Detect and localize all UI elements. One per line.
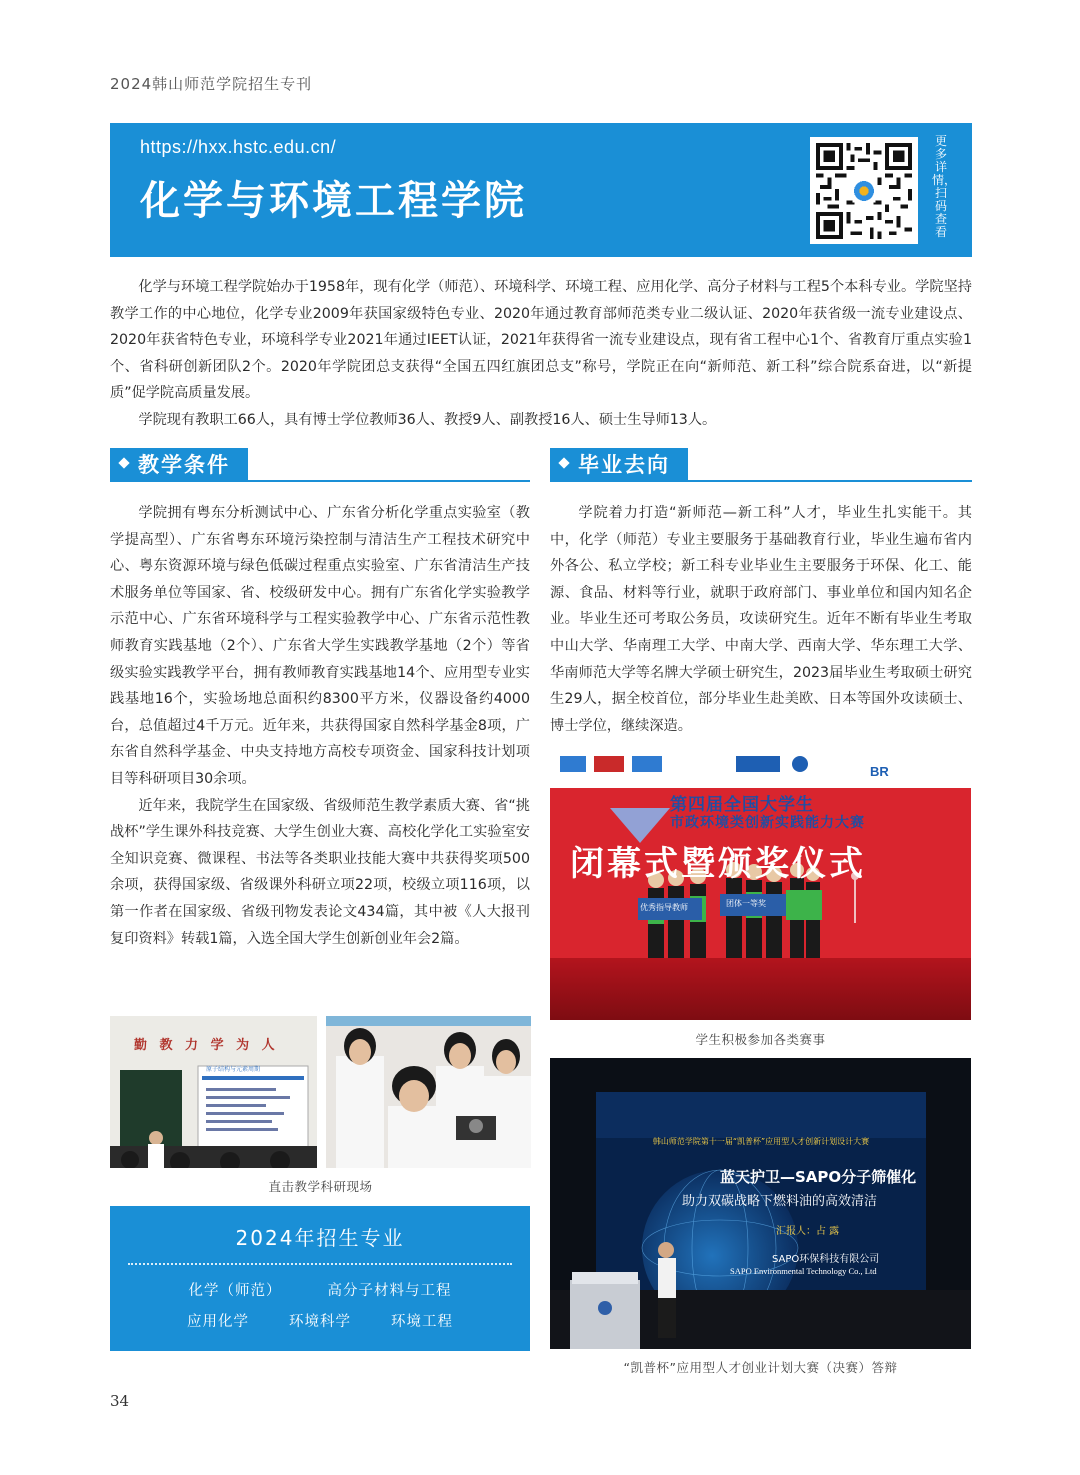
- diamond-bullet-icon: [558, 457, 569, 468]
- award-screen-line-3: 闭幕式暨颁奖仪式: [570, 844, 866, 884]
- running-title: 2024韩山师范学院招生专刊: [110, 75, 313, 93]
- award-board-left: 优秀指导教师: [640, 903, 688, 912]
- page-number: 34: [110, 1392, 130, 1410]
- qr-note: 更多详情，扫码查看: [932, 134, 957, 239]
- qr-code-icon[interactable]: [810, 137, 918, 244]
- teaching-paragraph-1: 学院拥有粤东分析测试中心、广东省分析化学重点实验室（教学提高型）、广东省粤东环境污染控制与清洁生产工程技术研究中心、粤东资源环境与绿色低碳过程重点实验室、广东省清洁生产技术服务单位等国家、省、校级研发中心。拥有广东省化学实验教学示范中心、广东省环境科学与工程实验教学中心、广东省示范性教师教育实践基地（2个）、广东省大学生实践教学基地（2个）等省级实验实践教学平台，拥有教师教育实践基地14个、应用型专业实践基地16个，实验场地总面积约8300平方米，仪器设备约4000台，总值超过4千万元。近年来，共获得国家自然科学基金8项，广东省自然科学基金、中央支持地方高校专项资金、国家科技计划项目等科研项目30余项。: [110, 505, 530, 787]
- award-screen-line-1: 第四届全国大学生: [670, 795, 814, 815]
- enrollment-title: 2024年招生专业: [235, 1226, 405, 1250]
- employment-section-heading: [550, 448, 972, 482]
- pitch-presenter: 汇报人：占 露: [776, 1226, 840, 1237]
- pitch-company-en: SAPO Environmental Technology Co., Ltd: [730, 1266, 877, 1276]
- classroom-photo: [110, 1016, 317, 1168]
- teaching-heading-text: 教学条件: [138, 453, 230, 477]
- major-environmental-science: 环境科学: [289, 1314, 351, 1330]
- pitch-photo-caption: “凯普杯”应用型人才创业计划大赛（决赛）答辩: [623, 1360, 898, 1375]
- pitch-company-cn: SAPO环保科技有限公司: [772, 1254, 880, 1265]
- pitch-slide-line-2: 助力双碳战略下燃料油的高效清洁: [682, 1194, 878, 1209]
- award-photo-caption: 学生积极参加各类赛事: [695, 1032, 826, 1047]
- page-title: 化学与环境工程学院: [140, 178, 527, 224]
- intro-paragraph-2: 学院现有教职工66人，具有博士学位教师36人、教授9人、副教授16人、硕士生导师13人。: [138, 411, 717, 428]
- teaching-paragraph-2: 近年来，我院学生在国家级、省级师范生教学素质大赛、省“挑战杯”学生课外科技竞赛、大学生创业大赛、高校化学化工实验室安全知识竞赛、微课程、书法等各类职业技能大赛中共获得奖项500余项，获得国家级、省级课外科研立项22项，校级立项116项，以第一作者在国家级、省级刊物发表论文434篇，其中被《人大报刊复印资料》转载1篇，入选全国大学生创新创业年会2篇。: [110, 797, 530, 947]
- award-screen-line-2: 市政环境类创新实践能力大赛: [670, 815, 865, 831]
- lab-graphic: [326, 1016, 531, 1168]
- major-applied-chemistry: 应用化学: [187, 1314, 249, 1330]
- intro-paragraph-1: 化学与环境工程学院始办于1958年，现有化学（师范）、环境科学、环境工程、应用化学、高分子材料与工程5个本科专业。学院坚持教学工作的中心地位，化学专业2009年获国家级特色专业、2020年通过教育部师范类专业二级认证、2020年获省级一流专业建设点、2020年获省特色专业，环境科学专业2021年通过IEET认证，2021年获得省一流专业建设点，现有省工程中心1个、省教育厅重点实验1个、省科研创新团队2个。2020年学院团总支获得“全国五四红旗团总支”称号，学院正在向“新师范、新工科”综合院系奋进，以“新提质”促学院高质量发展。: [110, 279, 972, 401]
- qr-code-graphic: [816, 143, 912, 239]
- lab-photo-caption: 直击教学科研现场: [268, 1179, 373, 1194]
- employment-text: [550, 500, 972, 739]
- major-chemistry-teaching: 化学（师范）: [188, 1283, 282, 1299]
- sponsor-logo-text: BR: [870, 764, 889, 779]
- intro-text: [110, 274, 972, 433]
- diamond-bullet-icon: [118, 457, 129, 468]
- award-board-right: 团体一等奖: [726, 899, 766, 908]
- teaching-section-heading: [110, 448, 530, 482]
- pitch-presentation-photo: [550, 1058, 971, 1349]
- employment-paragraph-1: 学院着力打造“新师范—新工科”人才，毕业生扎实能干。其中，化学（师范）专业主要服务于基础教育行业，毕业生遍布省内外各公、私立学校；新工科专业毕业生主要服务于环保、化工、能源、食品、材料等行业，就职于政府部门、事业单位和国内知名企业。毕业生还可考取公务员，攻读研究生。近年不断有毕业生考取中山大学、华南理工大学、中南大学、西南大学、华东理工大学、华南师范大学等名牌大学硕士研究生，2023届毕业生考取硕士研究生29人，据全校首位，部分毕业生赴美欧、日本等国外攻读硕士、博士学位，继续深造。: [550, 505, 972, 734]
- lab-photo: [326, 1016, 531, 1168]
- major-environmental-engineering: 环境工程: [391, 1314, 453, 1330]
- dotted-divider: [128, 1263, 512, 1265]
- pitch-slide-line-1: 蓝天护卫—SAPO分子筛催化: [720, 1168, 917, 1186]
- award-ceremony-photo: [550, 748, 971, 1020]
- major-polymer-materials: 高分子材料与工程: [327, 1283, 452, 1299]
- teaching-text: [110, 500, 530, 952]
- college-url[interactable]: https://hxx.hstc.edu.cn/: [140, 137, 337, 157]
- employment-heading-text: 毕业去向: [578, 453, 670, 477]
- college-banner: [110, 123, 972, 257]
- pitch-slide-header: 韩山师范学院第十一届“凯普杯”应用型人才创新计划设计大赛: [652, 1137, 870, 1146]
- enrollment-box: [110, 1206, 530, 1351]
- classroom-banner-text: 勤 教 力 学 为 人: [134, 1038, 279, 1053]
- classroom-slide-title: 原子结构与元素周期: [206, 1066, 261, 1073]
